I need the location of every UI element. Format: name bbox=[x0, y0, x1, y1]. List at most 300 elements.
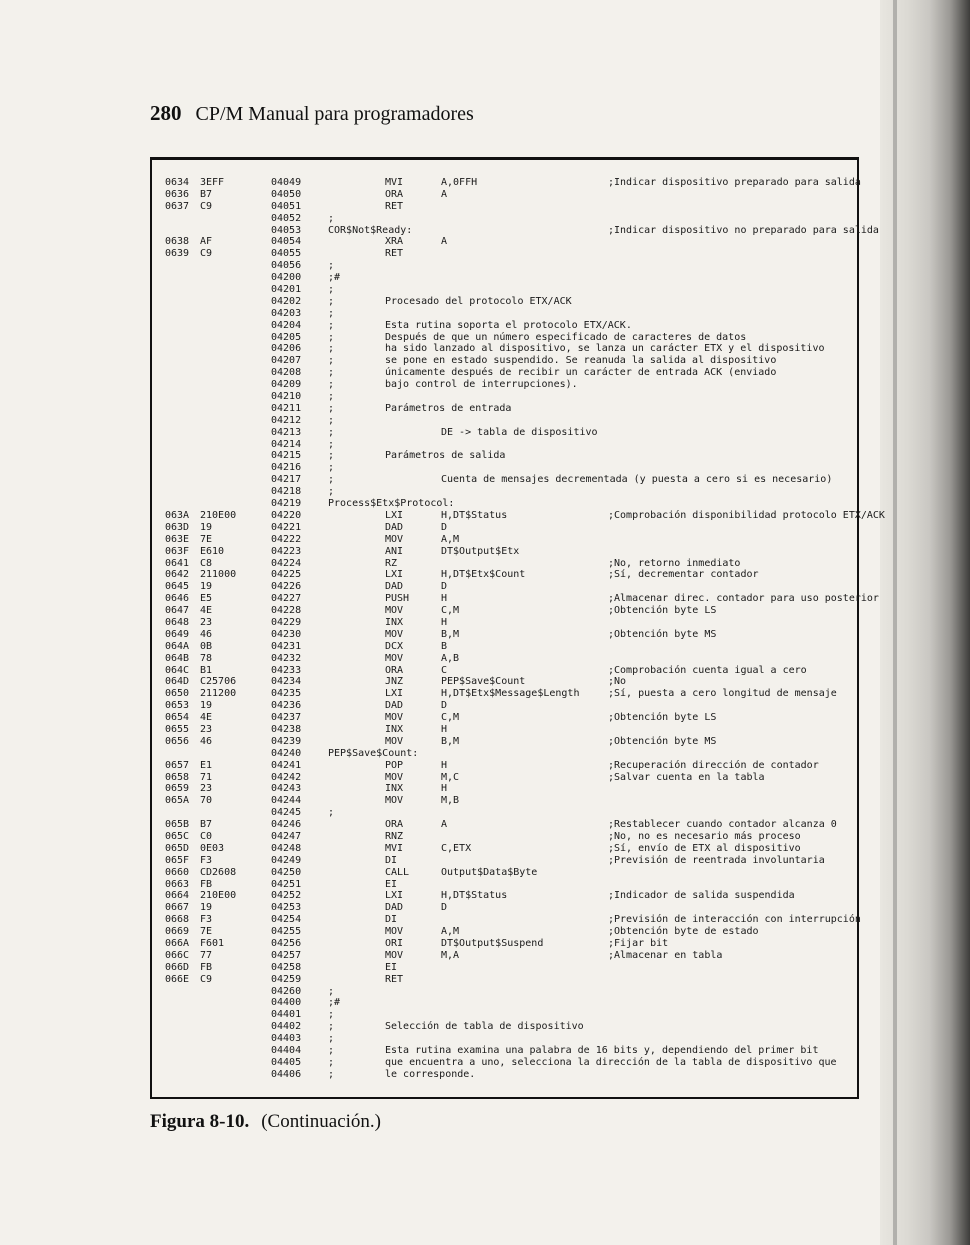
machine-code-cell: 0B bbox=[200, 640, 213, 652]
machine-code-cell: AF bbox=[200, 236, 213, 248]
listing-row bbox=[165, 938, 880, 950]
label-cell: ; bbox=[328, 402, 335, 414]
comment-cell: ;Indicar dispositivo no preparado para salida bbox=[608, 224, 879, 236]
line-number-cell: 04217 bbox=[271, 474, 302, 486]
line-number-cell: 04056 bbox=[271, 260, 302, 272]
line-number-cell: 04051 bbox=[271, 200, 302, 212]
line-number-cell: 04223 bbox=[271, 545, 302, 557]
operand-cell: M,A bbox=[441, 949, 460, 961]
line-number-cell: 04206 bbox=[271, 343, 302, 355]
listing-row bbox=[165, 355, 880, 367]
line-number-cell: 04237 bbox=[271, 712, 302, 724]
line-number-cell: 04260 bbox=[271, 985, 302, 997]
opcode-cell: RET bbox=[385, 248, 404, 260]
opcode-cell: Esta rutina soporta el protocolo ETX/ACK. bbox=[385, 319, 632, 331]
label-cell: ; bbox=[328, 295, 335, 307]
line-number-cell: 04240 bbox=[271, 747, 302, 759]
listing-row bbox=[165, 950, 880, 962]
operand-cell: Output$Data$Byte bbox=[441, 866, 538, 878]
opcode-cell: RZ bbox=[385, 557, 398, 569]
listing-row bbox=[165, 284, 880, 296]
comment-cell: ;Obtención byte LS bbox=[608, 712, 717, 724]
listing-row bbox=[165, 450, 880, 462]
machine-code-cell: 46 bbox=[200, 735, 213, 747]
opcode-cell: ORA bbox=[385, 664, 404, 676]
listing-row bbox=[165, 462, 880, 474]
opcode-cell: MVI bbox=[385, 177, 404, 188]
line-number-cell: 04218 bbox=[271, 486, 302, 498]
opcode-cell: DAD bbox=[385, 902, 404, 914]
line-number-cell: 04209 bbox=[271, 379, 302, 391]
running-title: CP/M Manual para programadores bbox=[195, 103, 474, 125]
machine-code-cell: CD2608 bbox=[200, 866, 237, 878]
address-cell: 065A bbox=[165, 795, 190, 807]
line-number-cell: 04255 bbox=[271, 926, 302, 938]
listing-row bbox=[165, 760, 880, 772]
line-number-cell: 04258 bbox=[271, 961, 302, 973]
listing-row bbox=[165, 558, 880, 570]
operand-cell: D bbox=[441, 581, 448, 593]
line-number-cell: 04202 bbox=[271, 295, 302, 307]
line-number-cell: 04241 bbox=[271, 759, 302, 771]
address-cell: 0637 bbox=[165, 200, 190, 212]
line-number-cell: 04205 bbox=[271, 331, 302, 343]
listing-row bbox=[165, 926, 880, 938]
line-number-cell: 04250 bbox=[271, 866, 302, 878]
listing-row bbox=[165, 391, 880, 403]
operand-cell: M,C bbox=[441, 771, 460, 783]
label-cell: ;# bbox=[328, 997, 341, 1009]
opcode-cell: MOV bbox=[385, 628, 404, 640]
machine-code-cell: 4E bbox=[200, 605, 213, 617]
line-number-cell: 04253 bbox=[271, 902, 302, 914]
label-cell: ; bbox=[328, 260, 335, 272]
comment-cell: ;No, retorno inmediato bbox=[608, 557, 741, 569]
machine-code-cell: 210E00 bbox=[200, 890, 237, 902]
label-cell: ; bbox=[328, 355, 335, 367]
machine-code-cell: 71 bbox=[200, 771, 213, 783]
comment-cell: ;Almacenar en tabla bbox=[608, 949, 723, 961]
label-cell: ; bbox=[328, 1068, 335, 1080]
line-number-cell: 04247 bbox=[271, 830, 302, 842]
listing-row bbox=[165, 272, 880, 284]
opcode-cell: MOV bbox=[385, 735, 404, 747]
address-cell: 0647 bbox=[165, 605, 190, 617]
address-cell: 064A bbox=[165, 640, 190, 652]
opcode-cell: ORA bbox=[385, 188, 404, 200]
opcode-cell: EI bbox=[385, 878, 398, 890]
machine-code-cell: 4E bbox=[200, 712, 213, 724]
opcode-cell: MOV bbox=[385, 712, 404, 724]
opcode-cell: MOV bbox=[385, 771, 404, 783]
listing-row bbox=[165, 700, 880, 712]
address-cell: 063F bbox=[165, 545, 190, 557]
operand-cell: D bbox=[441, 700, 448, 712]
label-cell: ; bbox=[328, 379, 335, 391]
listing-row bbox=[165, 486, 880, 498]
listing-row bbox=[165, 379, 880, 391]
opcode-cell: bajo control de interrupciones). bbox=[385, 379, 578, 391]
label-cell: ; bbox=[328, 367, 335, 379]
opcode-cell: Selección de tabla de dispositivo bbox=[385, 1021, 584, 1033]
machine-code-cell: 19 bbox=[200, 581, 213, 593]
listing-row bbox=[165, 688, 880, 700]
machine-code-cell: 19 bbox=[200, 700, 213, 712]
machine-code-cell: C8 bbox=[200, 557, 213, 569]
operand-cell: H bbox=[441, 783, 448, 795]
listing-row bbox=[165, 260, 880, 272]
operand-cell: D bbox=[441, 902, 448, 914]
opcode-cell: MOV bbox=[385, 652, 404, 664]
line-number-cell: 04203 bbox=[271, 307, 302, 319]
line-number-cell: 04235 bbox=[271, 688, 302, 700]
label-cell: ; bbox=[328, 450, 335, 462]
listing-row bbox=[165, 343, 880, 355]
operand-cell: C,M bbox=[441, 605, 460, 617]
line-number-cell: 04208 bbox=[271, 367, 302, 379]
line-number-cell: 04252 bbox=[271, 890, 302, 902]
operand-cell: A bbox=[441, 188, 448, 200]
line-number-cell: 04249 bbox=[271, 854, 302, 866]
line-number-cell: 04054 bbox=[271, 236, 302, 248]
operand-cell: C,ETX bbox=[441, 842, 472, 854]
line-number-cell: 04210 bbox=[271, 391, 302, 403]
opcode-cell: RET bbox=[385, 200, 404, 212]
address-cell: 066C bbox=[165, 949, 190, 961]
listing-row bbox=[165, 474, 880, 486]
label-cell: ; bbox=[328, 1009, 335, 1021]
opcode-cell: DI bbox=[385, 854, 398, 866]
label-cell: ; bbox=[328, 426, 335, 438]
listing-row bbox=[165, 819, 880, 831]
operand-cell: H bbox=[441, 723, 448, 735]
opcode-cell: LXI bbox=[385, 688, 404, 700]
comment-cell: ;Salvar cuenta en la tabla bbox=[608, 771, 765, 783]
assembly-listing bbox=[165, 177, 885, 1087]
line-number-cell: 04406 bbox=[271, 1068, 302, 1080]
line-number-cell: 04243 bbox=[271, 783, 302, 795]
label-cell: ; bbox=[328, 331, 335, 343]
listing-row bbox=[165, 403, 880, 415]
machine-code-cell: C9 bbox=[200, 200, 213, 212]
listing-row bbox=[165, 997, 880, 1009]
opcode-cell: DAD bbox=[385, 521, 404, 533]
opcode-cell: ANI bbox=[385, 545, 404, 557]
line-number-cell: 04238 bbox=[271, 723, 302, 735]
operand-cell: C,M bbox=[441, 712, 460, 724]
line-number-cell: 04224 bbox=[271, 557, 302, 569]
listing-row bbox=[165, 415, 880, 427]
label-cell: PEP$Save$Count: bbox=[328, 747, 419, 759]
operand-cell: DT$Output$Etx bbox=[441, 545, 520, 557]
line-number-cell: 04207 bbox=[271, 355, 302, 367]
opcode-cell: RNZ bbox=[385, 830, 404, 842]
label-cell: ; bbox=[328, 343, 335, 355]
line-number-cell: 04402 bbox=[271, 1021, 302, 1033]
address-cell: 0656 bbox=[165, 735, 190, 747]
machine-code-cell: 70 bbox=[200, 795, 213, 807]
listing-row bbox=[165, 332, 880, 344]
operand-cell: A,B bbox=[441, 652, 460, 664]
listing-row bbox=[165, 653, 880, 665]
machine-code-cell: 23 bbox=[200, 783, 213, 795]
line-number-cell: 04219 bbox=[271, 498, 302, 510]
opcode-cell: MOV bbox=[385, 533, 404, 545]
line-number-cell: 04405 bbox=[271, 1056, 302, 1068]
listing-row bbox=[165, 177, 880, 189]
listing-row bbox=[165, 629, 880, 641]
address-cell: 063A bbox=[165, 509, 190, 521]
line-number-cell: 04222 bbox=[271, 533, 302, 545]
opcode-cell: INX bbox=[385, 783, 404, 795]
comment-cell: ;Obtención byte MS bbox=[608, 735, 717, 747]
listing-row bbox=[165, 831, 880, 843]
machine-code-cell: C9 bbox=[200, 248, 213, 260]
line-number-cell: 04239 bbox=[271, 735, 302, 747]
label-cell: COR$Not$Ready: bbox=[328, 224, 413, 236]
address-cell: 0667 bbox=[165, 902, 190, 914]
line-number-cell: 04400 bbox=[271, 997, 302, 1009]
line-number-cell: 04225 bbox=[271, 569, 302, 581]
operand-cell: DE -> tabla de dispositivo bbox=[441, 426, 598, 438]
listing-row bbox=[165, 1069, 880, 1081]
label-cell: ; bbox=[328, 391, 335, 403]
line-number-cell: 04257 bbox=[271, 949, 302, 961]
address-cell: 065F bbox=[165, 854, 190, 866]
machine-code-cell: 211200 bbox=[200, 688, 237, 700]
machine-code-cell: B7 bbox=[200, 188, 213, 200]
listing-row bbox=[165, 498, 880, 510]
line-number-cell: 04221 bbox=[271, 521, 302, 533]
listing-row bbox=[165, 225, 880, 237]
label-cell: ;# bbox=[328, 272, 341, 284]
comment-cell: ;Recuperación dirección de contador bbox=[608, 759, 819, 771]
address-cell: 0655 bbox=[165, 723, 190, 735]
listing-row bbox=[165, 902, 880, 914]
label-cell: ; bbox=[328, 284, 335, 296]
line-number-cell: 04201 bbox=[271, 284, 302, 296]
comment-cell: ;Indicador de salida suspendida bbox=[608, 890, 795, 902]
address-cell: 064C bbox=[165, 664, 190, 676]
label-cell: ; bbox=[328, 985, 335, 997]
listing-row bbox=[165, 890, 880, 902]
line-number-cell: 04211 bbox=[271, 402, 302, 414]
line-number-cell: 04246 bbox=[271, 819, 302, 831]
operand-cell: H bbox=[441, 616, 448, 628]
operand-cell: M,B bbox=[441, 795, 460, 807]
machine-code-cell: 23 bbox=[200, 616, 213, 628]
address-cell: 0658 bbox=[165, 771, 190, 783]
machine-code-cell: 23 bbox=[200, 723, 213, 735]
listing-row bbox=[165, 320, 880, 332]
address-cell: 0664 bbox=[165, 890, 190, 902]
figure-caption-text: (Continuación.) bbox=[261, 1111, 381, 1132]
comment-cell: ;Sí, envío de ETX al dispositivo bbox=[608, 842, 801, 854]
listing-row bbox=[165, 1057, 880, 1069]
listing-row bbox=[165, 522, 880, 534]
opcode-cell: MOV bbox=[385, 605, 404, 617]
comment-cell: ;Fijar bit bbox=[608, 938, 669, 949]
machine-code-cell: 19 bbox=[200, 902, 213, 914]
line-number-cell: 04213 bbox=[271, 426, 302, 438]
operand-cell: A bbox=[441, 819, 448, 831]
address-cell: 0649 bbox=[165, 628, 190, 640]
label-cell: ; bbox=[328, 1033, 335, 1045]
comment-cell: ;Obtención byte de estado bbox=[608, 926, 759, 938]
line-number-cell: 04245 bbox=[271, 807, 302, 819]
opcode-cell: Parámetros de entrada bbox=[385, 402, 512, 414]
address-cell: 065B bbox=[165, 819, 190, 831]
line-number-cell: 04053 bbox=[271, 224, 302, 236]
address-cell: 065C bbox=[165, 830, 190, 842]
label-cell: ; bbox=[328, 486, 335, 498]
machine-code-cell: 7E bbox=[200, 533, 213, 545]
listing-row bbox=[165, 534, 880, 546]
operand-cell: PEP$Save$Count bbox=[441, 676, 526, 688]
opcode-cell: Después de que un número especificado de caracteres de datos bbox=[385, 331, 747, 343]
operand-cell: A,M bbox=[441, 926, 460, 938]
line-number-cell: 04254 bbox=[271, 914, 302, 926]
comment-cell: ;Comprobación cuenta igual a cero bbox=[608, 664, 807, 676]
operand-cell: H,DT$Status bbox=[441, 890, 508, 902]
machine-code-cell: E1 bbox=[200, 759, 213, 771]
opcode-cell: INX bbox=[385, 616, 404, 628]
address-cell: 065D bbox=[165, 842, 190, 854]
address-cell: 0669 bbox=[165, 926, 190, 938]
opcode-cell: MOV bbox=[385, 949, 404, 961]
address-cell: 066D bbox=[165, 961, 190, 973]
address-cell: 0659 bbox=[165, 783, 190, 795]
opcode-cell: JNZ bbox=[385, 676, 404, 688]
line-number-cell: 04256 bbox=[271, 938, 302, 949]
opcode-cell: MOV bbox=[385, 795, 404, 807]
address-cell: 0654 bbox=[165, 712, 190, 724]
opcode-cell: XRA bbox=[385, 236, 404, 248]
machine-code-cell: 3EFF bbox=[200, 177, 225, 188]
machine-code-cell: 0E03 bbox=[200, 842, 225, 854]
operand-cell: H bbox=[441, 759, 448, 771]
address-cell: 0639 bbox=[165, 248, 190, 260]
line-number-cell: 04233 bbox=[271, 664, 302, 676]
address-cell: 0653 bbox=[165, 700, 190, 712]
address-cell: 0641 bbox=[165, 557, 190, 569]
address-cell: 0668 bbox=[165, 914, 190, 926]
listing-row bbox=[165, 308, 880, 320]
line-number-cell: 04228 bbox=[271, 605, 302, 617]
opcode-cell: INX bbox=[385, 723, 404, 735]
opcode-cell: Parámetros de salida bbox=[385, 450, 506, 462]
listing-row bbox=[165, 1045, 880, 1057]
listing-row bbox=[165, 665, 880, 677]
address-cell: 066E bbox=[165, 973, 190, 985]
operand-cell: B,M bbox=[441, 735, 460, 747]
line-number-cell: 04248 bbox=[271, 842, 302, 854]
address-cell: 0646 bbox=[165, 593, 190, 605]
label-cell: ; bbox=[328, 1021, 335, 1033]
line-number-cell: 04216 bbox=[271, 462, 302, 474]
line-number-cell: 04055 bbox=[271, 248, 302, 260]
page-number: 280 bbox=[150, 101, 182, 125]
line-number-cell: 04259 bbox=[271, 973, 302, 985]
operand-cell: H bbox=[441, 593, 448, 605]
opcode-cell: DCX bbox=[385, 640, 404, 652]
label-cell: ; bbox=[328, 414, 335, 426]
line-number-cell: 04234 bbox=[271, 676, 302, 688]
label-cell: ; bbox=[328, 807, 335, 819]
line-number-cell: 04232 bbox=[271, 652, 302, 664]
figure-caption bbox=[150, 1111, 381, 1133]
line-number-cell: 04214 bbox=[271, 438, 302, 450]
opcode-cell: LXI bbox=[385, 569, 404, 581]
line-number-cell: 04200 bbox=[271, 272, 302, 284]
comment-cell: ;Obtención byte MS bbox=[608, 628, 717, 640]
line-number-cell: 04049 bbox=[271, 177, 302, 188]
figure-label: Figura 8-10. bbox=[150, 1111, 250, 1132]
opcode-cell: le corresponde. bbox=[385, 1068, 476, 1080]
opcode-cell: ORA bbox=[385, 819, 404, 831]
listing-row bbox=[165, 509, 885, 522]
line-number-cell: 04403 bbox=[271, 1033, 302, 1045]
machine-code-cell: 78 bbox=[200, 652, 213, 664]
address-cell: 0642 bbox=[165, 569, 190, 581]
listing-row bbox=[165, 783, 880, 795]
comment-cell: ;Indicar dispositivo preparado para salida bbox=[608, 177, 861, 188]
line-number-cell: 04050 bbox=[271, 188, 302, 200]
listing-row bbox=[165, 772, 880, 784]
opcode-cell: que encuentra a uno, selecciona la dirección de la tabla de dispositivo que bbox=[385, 1056, 837, 1068]
opcode-cell: LXI bbox=[385, 509, 404, 521]
listing-row bbox=[165, 986, 880, 998]
label-cell: Process$Etx$Protocol: bbox=[328, 498, 455, 510]
comment-cell: ;Previsión de interacción con interrupción bbox=[608, 914, 861, 926]
listing-row bbox=[165, 427, 880, 439]
listing-row bbox=[165, 593, 880, 605]
opcode-cell: DAD bbox=[385, 581, 404, 593]
opcode-cell: DAD bbox=[385, 700, 404, 712]
opcode-cell: PUSH bbox=[385, 593, 410, 605]
opcode-cell: DI bbox=[385, 914, 398, 926]
address-cell: 0660 bbox=[165, 866, 190, 878]
address-cell: 0648 bbox=[165, 616, 190, 628]
listing-row bbox=[165, 843, 880, 855]
listing-row bbox=[165, 676, 880, 688]
machine-code-cell: E5 bbox=[200, 593, 213, 605]
line-number-cell: 04229 bbox=[271, 616, 302, 628]
opcode-cell: únicamente después de recibir un carácter de entrada ACK (enviado bbox=[385, 367, 777, 379]
address-cell: 0636 bbox=[165, 188, 190, 200]
listing-row bbox=[165, 724, 880, 736]
listing-row bbox=[165, 712, 880, 724]
machine-code-cell: 211000 bbox=[200, 569, 237, 581]
operand-cell: B,M bbox=[441, 628, 460, 640]
listing-row bbox=[165, 1009, 880, 1021]
address-cell: 064B bbox=[165, 652, 190, 664]
opcode-cell: EI bbox=[385, 961, 398, 973]
address-cell: 0634 bbox=[165, 177, 190, 188]
listing-row bbox=[165, 189, 880, 201]
page-edge bbox=[893, 0, 897, 1245]
address-cell: 063D bbox=[165, 521, 190, 533]
opcode-cell: MVI bbox=[385, 842, 404, 854]
operand-cell: H,DT$Etx$Count bbox=[441, 569, 526, 581]
machine-code-cell: C0 bbox=[200, 830, 213, 842]
operand-cell: D bbox=[441, 521, 448, 533]
line-number-cell: 04052 bbox=[271, 212, 302, 224]
line-number-cell: 04226 bbox=[271, 581, 302, 593]
opcode-cell: RET bbox=[385, 973, 404, 985]
listing-row bbox=[165, 962, 880, 974]
label-cell: ; bbox=[328, 462, 335, 474]
